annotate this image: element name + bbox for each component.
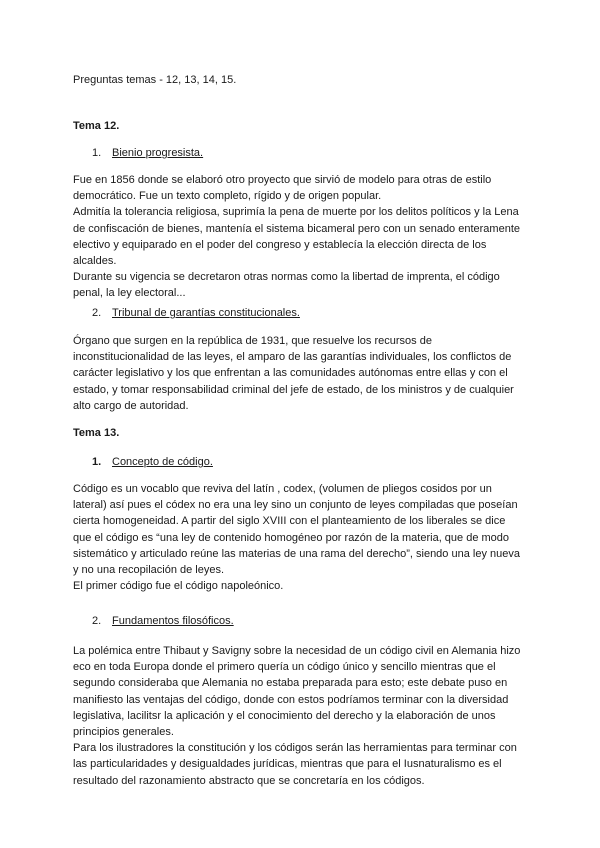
tema13-paragraph-1 (73, 481, 533, 594)
item-label: Bienio progresista. (112, 147, 204, 159)
item-number: 2. (92, 307, 102, 319)
text-line: penal, la ley electoral... (73, 287, 186, 300)
text-line: Admitía la tolerancia religiosa, suprimía la pena de muerte por los delitos políticos y la Lena (73, 206, 519, 219)
text-line: de confiscación de bienes, mantenía el sistema bicameral pero con un senado enteramente (73, 222, 520, 235)
text-line: y no una recopilación de leyes. (73, 564, 225, 577)
tema13-paragraph-2 (73, 643, 533, 789)
item-label: Tribunal de garantías constitucionales. (112, 307, 300, 319)
item-number: 1. (92, 147, 102, 159)
text-line: legislativa, lacilitsr la aplicación y el conocimiento del derecho y la elaboración de unos (73, 709, 496, 722)
text-line: que el código es “una ley de contenido homogéneo por razón de la materia, que de modo (73, 531, 510, 544)
tema12-title: Tema 12. (73, 120, 120, 132)
text-line: La polémica entre Thibaut y Savigny sobre la necesidad de un código civil en Alemania hizo (73, 645, 521, 657)
text-line: manifiesto las ventajas del código, donde con estos podríamos terminar con la diversidad (73, 693, 509, 706)
item-label: Concepto de código. (112, 456, 213, 468)
text-line: Fue en 1856 donde se elaboró otro proyecto que sirvió de modelo para otras de estilo (73, 174, 492, 186)
text-line: lateral) así pues el códex no era una ley sino un conjunto de leyes compiladas que poseían (73, 499, 518, 512)
text-line: electivo y equiparado en el poder del congreso y establecía la elección directa de los (73, 238, 487, 251)
tema12-paragraph-1 (73, 172, 533, 302)
text-line: Para los ilustradores la constitución y los códigos serán las herramientas para terminar con (73, 742, 517, 755)
text-line: principios generales. (73, 726, 174, 739)
text-line: Órgano que surgen en la república de 1931, que resuelve los recursos de (73, 335, 432, 347)
tema13-item-1 (92, 454, 213, 470)
text-line: alcaldes. (73, 255, 117, 268)
tema12-item-1 (92, 145, 203, 161)
text-line: sistemático y articulado reúne las materias de una rama del derecho”, siendo una ley nueva (73, 547, 520, 560)
text-line: las particularidades y desigualdades jurídicas, mientras que para el Iusnaturalismo es el (73, 758, 502, 771)
text-line: democrático. Fue un texto completo, rígido y de origen popular. (73, 190, 382, 203)
item-number: 2. (92, 615, 102, 627)
item-label: Fundamentos filosóficos. (112, 615, 234, 627)
item-number: 1. (92, 456, 102, 468)
tema12-paragraph-2 (73, 333, 533, 414)
tema13-title: Tema 13. (73, 427, 120, 439)
text-line: Código es un vocablo que reviva del latín , codex, (volumen de pliegos cosidos por un (73, 483, 492, 495)
text-line: segundo consideraba que Alemania no estaba preparada para esto; este debate puso en (73, 677, 508, 690)
text-line: carácter legislativo y los que enfrentan a las comunidades autónomas entre ellas y con el (73, 367, 508, 380)
text-line: resultado del razonamiento abstracto que se concretaría en los códigos. (73, 774, 425, 787)
tema12-item-2 (92, 305, 300, 321)
text-line: alto cargo de autoridad. (73, 399, 189, 412)
text-line: inconstitucionalidad de las leyes, el amparo de las garantías individuales, los conflictos de (73, 351, 512, 364)
text-line: El primer código fue el código napoleónico. (73, 580, 284, 593)
text-line: Durante su vigencia se decretaron otras normas como la libertad de imprenta, el código (73, 271, 500, 284)
tema13-item-2 (92, 613, 234, 629)
document-header: Preguntas temas - 12, 13, 14, 15. (73, 74, 237, 86)
text-line: eco en toda Europa donde el primero quería un código único y sencillo mientras que el (73, 661, 496, 674)
text-line: cierta homogeneidad. A partir del siglo XVIII con el planteamiento de los liberales se dice (73, 515, 506, 528)
text-line: estado, y tomar responsabilidad criminal del jefe de estado, de los ministros y de cualquier (73, 383, 514, 396)
